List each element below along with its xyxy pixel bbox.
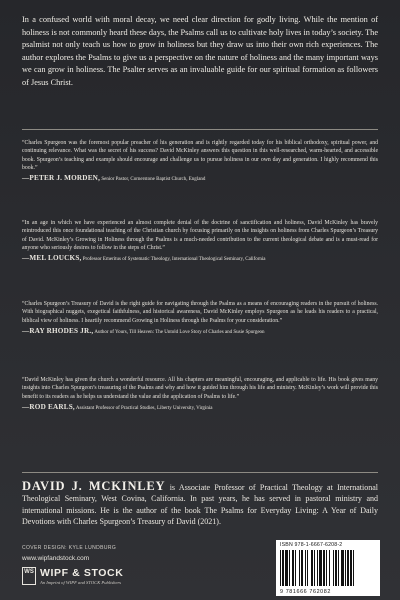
endorser-role: Author of Yours, Till Heaven: The Untold Love Story of Charles and Susie Spurgeon <box>93 329 265 335</box>
endorsement-2 <box>22 219 378 264</box>
endorser-name: —ROD EARLS, <box>22 402 75 411</box>
cover-design-credit: COVER DESIGN: KYLE LUNDBURG <box>22 545 117 551</box>
book-blurb <box>22 14 378 90</box>
isbn-barcode <box>276 540 380 596</box>
endorsement-text: “Charles Spurgeon was the foremost popular preacher of his generation and is rightly regarded today for his biblical orthodoxy, spiritual power, and continuing relevance. What was the secret of his success? David McKinley answers this question in this well-researched, warm-hearted, and accessible book. Spurgeon’s teaching and example should encourage and challenge us to pursue holiness in our own day and generation. I highly recommend this book.” <box>22 140 378 171</box>
barcode-icon <box>280 550 376 586</box>
publisher-imprint <box>22 566 142 590</box>
endorsement-1 <box>22 139 378 184</box>
endorsement-text: “Charles Spurgeon’s Treasury of David is the right guide for navigating through the Psalms as a means of encouraging readers in the pursuit of holiness. With biographical nuggets, exegetical faithfulness, and historical awareness, David McKinley employs Spurgeon as he leads his readers to a practical, biblical view of holiness. I heartily recommend Growing in Holiness through the Psalms for your consideration.” <box>22 301 378 324</box>
endorsement-3 <box>22 300 378 337</box>
endorsement-attribution <box>22 403 378 413</box>
publisher-logo-icon: WS <box>22 567 36 585</box>
endorser-role: Senior Pastor, Cornerstone Baptist Church, England <box>100 177 206 183</box>
endorser-name: —RAY RHODES JR., <box>22 326 94 335</box>
author-bio <box>22 481 378 528</box>
endorser-role: Assistant Professor of Practical Studies, Liberty University, Virginia <box>74 405 213 411</box>
publisher-tagline: An Imprint of WIPF and STOCK Publishers <box>40 580 122 585</box>
endorsement-4 <box>22 376 378 413</box>
author-bio-text: is Associate Professor of Practical Theology at International Theological Seminary, West Covina, California. In past years, he has served in pastoral ministry and international missions. He is the author of the book The Psalms for Everyday Living: A Year of Daily Devotions with Charles Spurgeon’s Treasury of David (2021). <box>22 483 378 527</box>
blurb-text: In a confused world with moral decay, we need clear direction for godly living. While the mention of holiness is not commonly heard these days, the Psalms call us to cultivate holy lives in today’s society. The psalmist not only teach us how to grow in holiness but they draw us into their own rich experiences. The author explores the Psalms to give us a perspective on the nature of holiness and the many important ways we can grow in holiness. The Psalter serves as an invaluable guide for our spiritual formation as followers of Jesus Christ. <box>22 15 378 87</box>
endorser-role: Professor Emeritus of Systematic Theology, International Theological Seminary, California <box>81 257 266 263</box>
publisher-website: www.wipfandstock.com <box>22 555 90 562</box>
endorsement-attribution <box>22 254 378 264</box>
endorsement-attribution <box>22 174 378 184</box>
endorsement-text: “David McKinley has given the church a wonderful resource. All his chapters are meaningful, encouraging, and applicable to life. His book gives many insights into Charles Spurgeon’s treasuring of the Psalms and why and how it guided him through his life and ministry. McKinley’s work will provide this benefit to its readers as he helps us understand the value and the application of Psalms to life.” <box>22 377 378 400</box>
isbn-label: ISBN 978-1-6667-6208-2 <box>280 542 343 548</box>
barcode-digits: 9 781666 762082 <box>280 589 331 595</box>
endorsement-attribution <box>22 327 378 337</box>
divider-bottom <box>22 472 378 473</box>
endorser-name: —MEL LOUCKS, <box>22 254 82 263</box>
publisher-name: WIPF & STOCK <box>40 567 124 579</box>
author-name: DAVID J. MCKINLEY <box>22 479 166 493</box>
divider-top <box>22 129 378 130</box>
endorser-name: —PETER J. MORDEN, <box>22 174 101 183</box>
endorsement-text: “In an age in which we have experienced an almost complete denial of the doctrine of sanctification and holiness, David McKinley has bravely reintroduced this once foundational teaching of the Christian church by focusing primarily on the insights on holiness from Charles Spurgeon’s Treasury of David. McKinley’s Growing in Holiness through the Psalms is a much-needed contribution to the current theological debate and is a must-read for anyone who seriously desires to follow in the steps of Christ.” <box>22 220 378 251</box>
